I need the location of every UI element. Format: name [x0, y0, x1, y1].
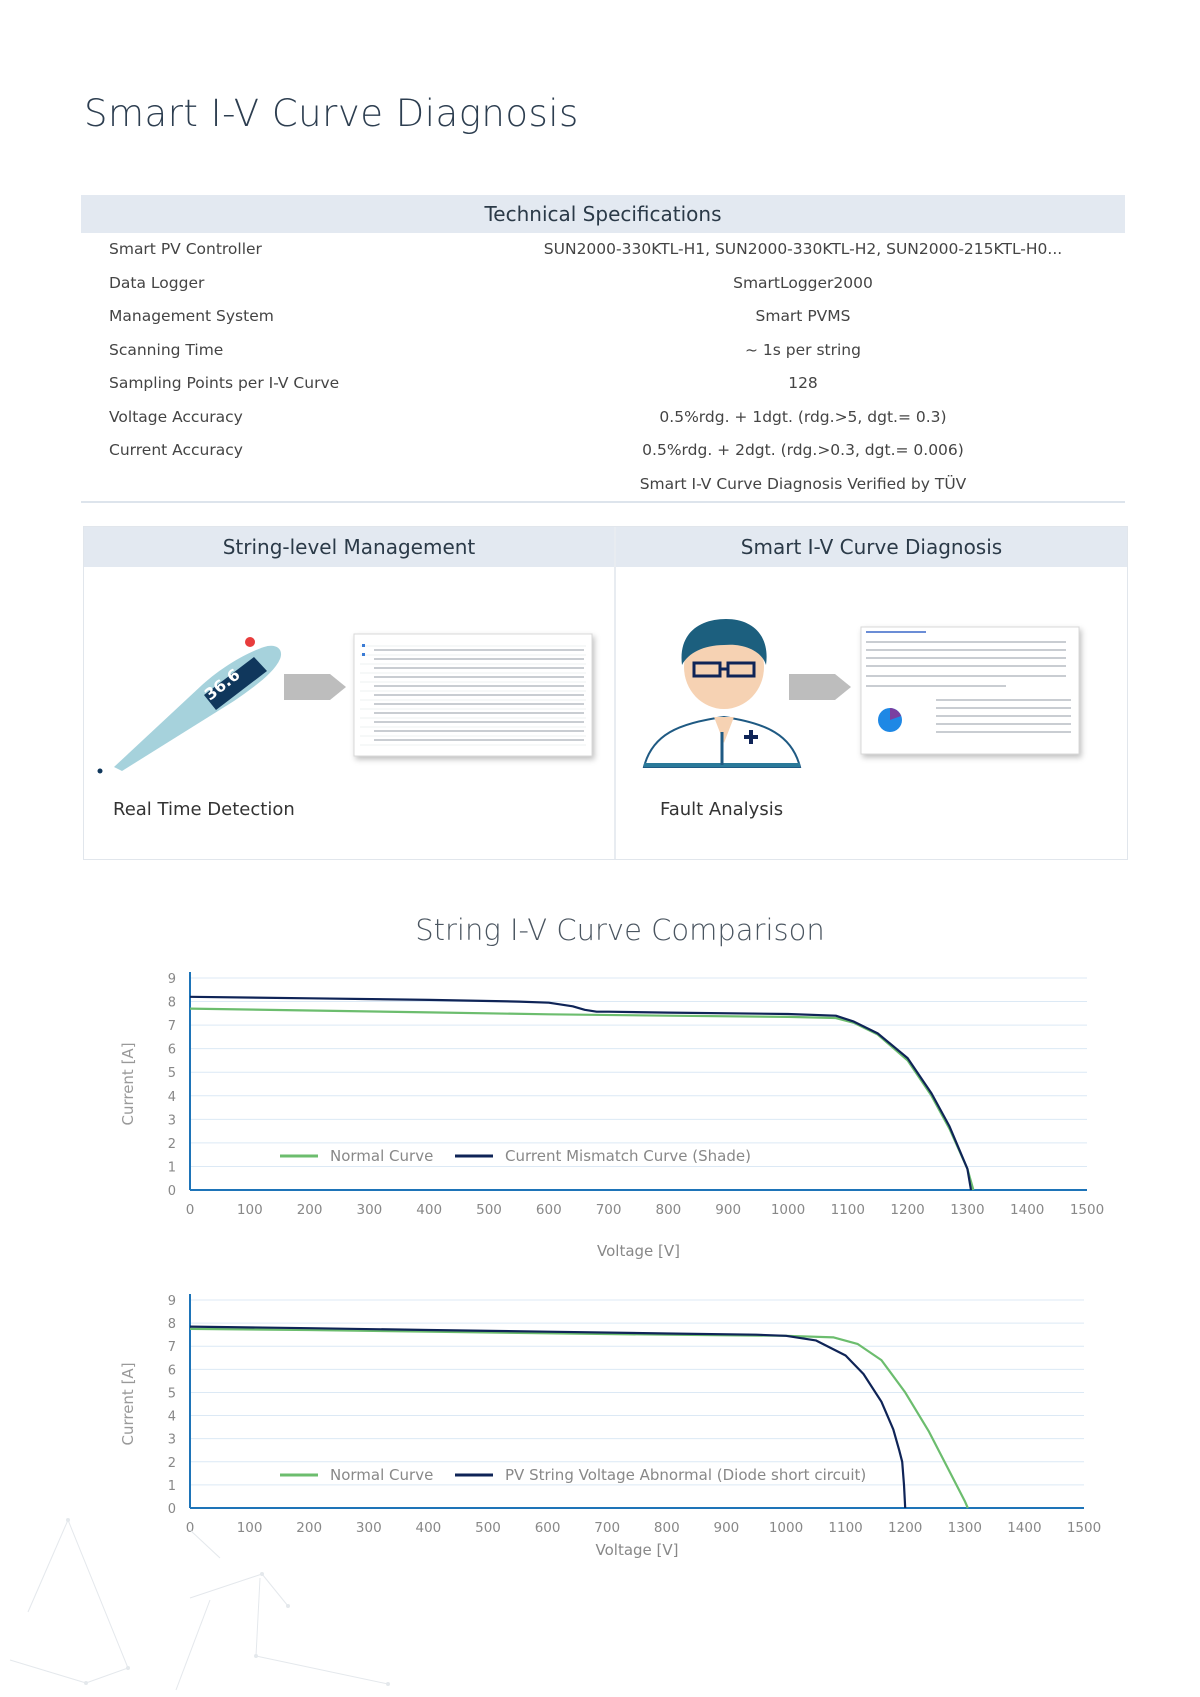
- doctor-icon: [644, 619, 800, 767]
- divider: [81, 501, 1125, 503]
- y-tick-label: 3: [167, 1432, 176, 1448]
- y-tick-label: 7: [167, 1019, 176, 1035]
- spec-row: [81, 300, 1125, 334]
- y-tick-label: 6: [167, 1042, 176, 1058]
- y-tick-label: 9: [167, 1294, 176, 1309]
- x-tick-label: 900: [715, 1202, 742, 1218]
- x-tick-label: 800: [655, 1202, 682, 1218]
- feature-panels: [83, 526, 1128, 860]
- thermometer-illustration: [84, 567, 614, 827]
- x-tick-label: 1400: [1010, 1202, 1045, 1218]
- spec-row: [81, 233, 1125, 267]
- thermometer-reading: 36.6: [200, 664, 244, 705]
- y-tick-label: 2: [167, 1136, 176, 1152]
- y-tick-label: 1: [167, 1160, 176, 1176]
- x-tick-label: 1000: [770, 1202, 806, 1218]
- arrow-right-icon: [789, 674, 851, 700]
- y-tick-label: 8: [167, 1317, 176, 1333]
- panel-header: Smart I-V Curve Diagnosis: [616, 527, 1127, 567]
- spec-label: Data Logger: [109, 273, 205, 292]
- string-management-panel: [84, 527, 616, 859]
- spec-header: Technical Specifications: [81, 195, 1125, 233]
- x-tick-label: 0: [185, 1202, 195, 1218]
- y-axis-label: Current [A]: [119, 1362, 137, 1446]
- x-tick-label: 300: [356, 1202, 383, 1218]
- x-tick-label: 300: [355, 1520, 382, 1536]
- spec-row: [81, 267, 1125, 301]
- iv-diagnosis-panel: [616, 527, 1127, 859]
- spec-verification: Smart I-V Curve Diagnosis Verified by TÜV: [639, 474, 967, 493]
- x-tick-label: 0: [185, 1520, 195, 1536]
- x-tick-label: 600: [535, 1202, 562, 1218]
- spec-value: SmartLogger2000: [733, 273, 873, 292]
- legend-label: PV String Voltage Abnormal (Diode short circuit): [505, 1466, 867, 1484]
- y-tick-label: 4: [167, 1089, 176, 1105]
- x-tick-label: 1100: [828, 1520, 863, 1536]
- y-tick-label: 5: [167, 1386, 176, 1402]
- y-tick-label: 2: [167, 1455, 176, 1471]
- spec-table: [81, 195, 1125, 503]
- decorative-lines: [0, 1500, 420, 1697]
- x-tick-label: 1300: [950, 1202, 985, 1218]
- spec-label: Sampling Points per I-V Curve: [109, 374, 340, 392]
- spec-value: ~ 1s per string: [745, 340, 861, 359]
- x-tick-label: 400: [415, 1520, 442, 1536]
- x-tick-label: 100: [236, 1202, 263, 1218]
- x-tick-label: 500: [475, 1520, 501, 1536]
- x-tick-label: 500: [476, 1202, 502, 1218]
- x-tick-label: 1200: [890, 1202, 925, 1218]
- spec-label: Smart PV Controller: [109, 240, 262, 258]
- spec-value: Smart PVMS: [755, 307, 851, 325]
- x-axis-label: Voltage [V]: [595, 1541, 679, 1559]
- iv-chart-shade: [0, 960, 1160, 1270]
- panel-header: String-level Management: [84, 527, 614, 567]
- x-tick-label: 1000: [768, 1520, 804, 1536]
- panel-caption: Fault Analysis: [660, 799, 784, 820]
- y-tick-label: 0: [167, 1502, 176, 1517]
- spec-row: [81, 401, 1125, 435]
- spec-value: 128: [788, 374, 818, 392]
- y-tick-label: 8: [167, 995, 176, 1011]
- y-tick-label: 7: [167, 1340, 176, 1356]
- spec-label: Management System: [109, 307, 274, 325]
- x-tick-label: 1200: [888, 1520, 923, 1536]
- arrow-right-icon: [284, 674, 346, 700]
- y-tick-label: 5: [167, 1066, 176, 1082]
- spec-row: [81, 334, 1125, 368]
- spec-label: Voltage Accuracy: [109, 407, 243, 426]
- comparison-title: String I-V Curve Comparison: [415, 913, 825, 947]
- y-tick-label: 6: [167, 1363, 176, 1379]
- y-axis-label: Current [A]: [119, 1042, 137, 1126]
- y-tick-label: 4: [167, 1409, 176, 1425]
- page-title: Smart I-V Curve Diagnosis: [84, 92, 579, 135]
- spec-label: Current Accuracy: [109, 441, 243, 459]
- legend-label: Current Mismatch Curve (Shade): [505, 1147, 751, 1165]
- x-tick-label: 200: [296, 1202, 323, 1218]
- x-tick-label: 1500: [1066, 1520, 1102, 1536]
- thermometer-icon: [98, 637, 282, 774]
- spec-row: [81, 434, 1125, 468]
- x-tick-label: 600: [534, 1520, 561, 1536]
- spec-value: 0.5%rdg. + 2dgt. (rdg.>0.3, dgt.= 0.006): [642, 441, 964, 459]
- spec-label: Scanning Time: [109, 340, 224, 359]
- x-tick-label: 900: [713, 1520, 740, 1536]
- x-tick-label: 1300: [947, 1520, 982, 1536]
- spec-value: 0.5%rdg. + 1dgt. (rdg.>5, dgt.= 0.3): [659, 407, 947, 426]
- x-tick-label: 800: [653, 1520, 680, 1536]
- x-tick-label: 700: [595, 1202, 622, 1218]
- spec-row: [81, 367, 1125, 401]
- x-axis-label: Voltage [V]: [597, 1242, 680, 1260]
- x-tick-label: 100: [236, 1520, 263, 1536]
- doctor-illustration: [616, 567, 1127, 827]
- x-tick-label: 1100: [830, 1202, 865, 1218]
- y-tick-label: 1: [167, 1478, 176, 1494]
- x-tick-label: 200: [296, 1520, 323, 1536]
- y-tick-label: 3: [167, 1113, 176, 1129]
- panel-caption: Real Time Detection: [113, 799, 295, 820]
- x-tick-label: 400: [416, 1202, 443, 1218]
- chart-shade: [0, 960, 1160, 1270]
- spec-value: SUN2000-330KTL-H1, SUN2000-330KTL-H2, SUN2000-215KTL-H0...: [543, 240, 1063, 258]
- x-tick-label: 1400: [1007, 1520, 1042, 1536]
- legend-label: Normal Curve: [330, 1147, 434, 1165]
- legend-label: Normal Curve: [330, 1466, 434, 1484]
- table-screenshot-thumbnail: [354, 634, 592, 756]
- x-tick-label: 1500: [1069, 1202, 1105, 1218]
- y-tick-label: 9: [167, 972, 176, 987]
- y-tick-label: 0: [167, 1184, 176, 1199]
- analysis-screenshot-thumbnail: [861, 627, 1079, 754]
- x-tick-label: 700: [594, 1520, 621, 1536]
